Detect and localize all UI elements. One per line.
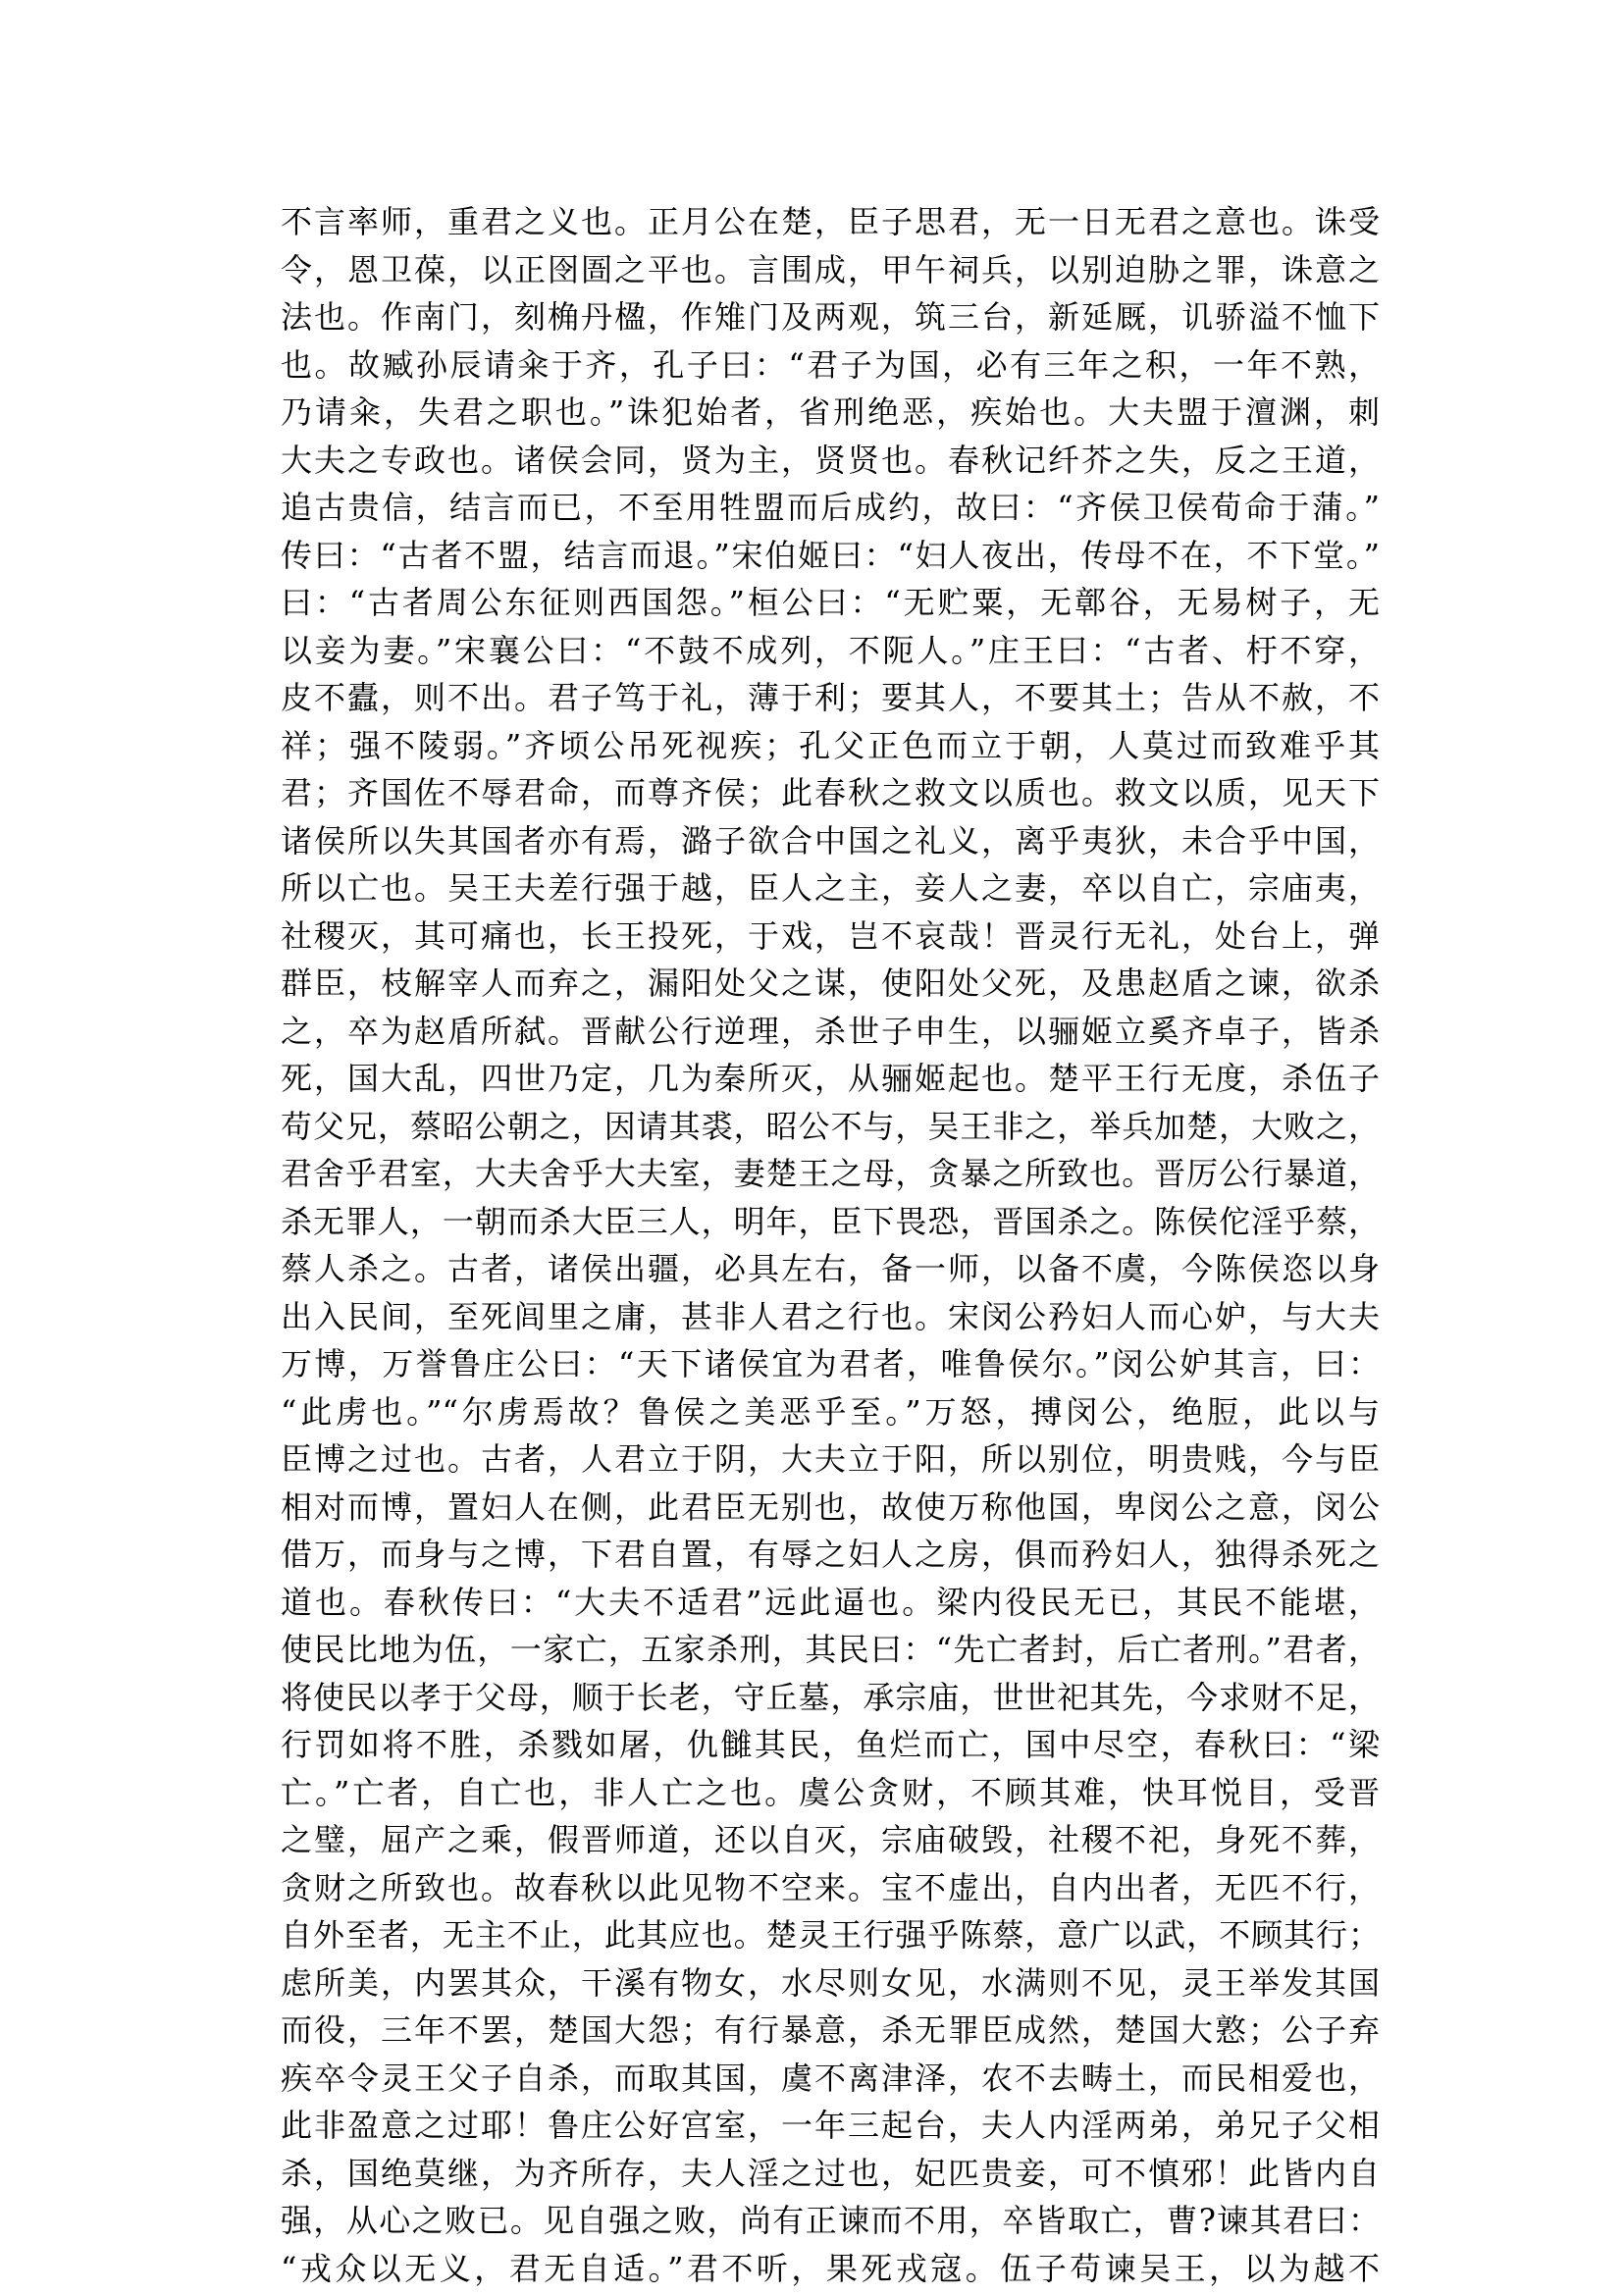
- text-line: 之璧，屈产之乘，假晋师道，还以自灭，宗庙破毁，社稷不祀，身死不葬，: [281, 1821, 1380, 1858]
- text-line: 借万，而身与之博，下君自置，有辱之妇人之房，俱而矜妇人，独得杀死之: [281, 1536, 1380, 1573]
- text-line: 杀无罪人，一朝而杀大臣三人，明年，臣下畏恐，晋国杀之。陈侯佗淫乎蔡，: [281, 1202, 1380, 1240]
- text-line: 出入民间，至死闾里之庸，甚非人君之行也。宋闵公矜妇人而心妒，与大夫: [281, 1297, 1380, 1335]
- text-line: 社稷灭，其可痛也，长王投死，于戏，岂不哀哉！晋灵行无礼，处台上，弹: [281, 916, 1380, 955]
- text-line: 贪财之所致也。故春秋以此见物不空来。宝不虚出，自内出者，无匹不行，: [281, 1868, 1380, 1906]
- text-line: 蔡人杀之。古者，诸侯出疆，必具左右，备一师，以备不虞，今陈侯恣以身: [281, 1250, 1380, 1287]
- text-line: 大夫之专政也。诸侯会同，贤为主，贤贤也。春秋记纤芥之失，反之王道，: [281, 441, 1380, 479]
- text-line: 群臣，枝解宰人而弃之，漏阳处父之谋，使阳处父死，及患赵盾之谏，欲杀: [281, 965, 1380, 1002]
- text-line: 万博，万誉鲁庄公曰：“天下诸侯宜为君者，唯鲁侯尔。”闵公妒其言，曰：: [281, 1345, 1380, 1382]
- text-line: 也。故臧孙辰请籴于齐，孔子曰：“君子为国，必有三年之积，一年不熟，: [281, 345, 1380, 384]
- text-line: 强，从心之败已。见自强之败，尚有正谏而不用，卒皆取亡，曹?谏其君曰：: [281, 2202, 1380, 2239]
- text-line: “戎众以无义，君无自适。”君不听，果死戎寇。伍子苟谏吴王，以为越不: [281, 2249, 1380, 2287]
- text-line: 皮不蠹，则不出。君子笃于礼，薄于利；要其人，不要其土；告从不赦，不: [281, 679, 1380, 716]
- text-line: 苟父兄，蔡昭公朝之，因请其裘，昭公不与，吴王非之，举兵加楚，大败之，: [281, 1107, 1380, 1145]
- text-line: 追古贵信，结言而已，不至用牲盟而后成约，故曰：“齐侯卫侯荀命于蒲。”: [281, 489, 1380, 526]
- text-line: 死，国大乱，四世乃定，几为秦所灭，从骊姬起也。楚平王行无度，杀伍子: [281, 1060, 1380, 1097]
- text-line: 法也。作南门，刻桷丹楹，作雉门及两观，筑三台，新延厩，讥骄溢不恤下: [281, 298, 1380, 336]
- text-line: 虑所美，内罢其众，干溪有物女，水尽则女见，水满则不见，灵王举发其国: [281, 1963, 1380, 2002]
- text-line: 令，恩卫葆，以正囹圄之平也。言围成，甲午祠兵，以别迫胁之罪，诛意之: [281, 250, 1380, 288]
- text-line: 杀，国绝莫继，为齐所存，夫人淫之过也，妃匹贵妾，可不慎邪！此皆内自: [281, 2154, 1380, 2192]
- text-line: 乃请籴，失君之职也。”诛犯始者，省刑绝恶，疾始也。大夫盟于澶渊，刺: [281, 393, 1380, 431]
- text-line: 君舍乎君室，大夫舍乎大夫室，妻楚王之母，贪暴之所致也。晋厉公行暴道，: [281, 1155, 1380, 1192]
- text-line: 此非盈意之过耶！鲁庄公好宫室，一年三起台，夫人内淫两弟，弟兄子父相: [281, 2107, 1380, 2144]
- text-line: 行罚如将不胜，杀戮如屠，仇雠其民，鱼烂而亡，国中尽空，春秋曰：“梁: [281, 1726, 1380, 1763]
- text-line: 道也。春秋传曰：“大夫不适君”远此逼也。梁内役民无已，其民不能堪，: [281, 1583, 1380, 1621]
- text-line: 祥；强不陵弱。”齐顷公吊死视疾；孔父正色而立于朝，人莫过而致难乎其: [281, 726, 1380, 764]
- text-line: 不言率师，重君之义也。正月公在楚，臣子思君，无一日无君之意也。诛受: [281, 203, 1380, 240]
- text-line: 之，卒为赵盾所弑。晋献公行逆理，杀世子申生，以骊姬立奚齐卓子，皆杀: [281, 1012, 1380, 1050]
- text-line: 而役，三年不罢，楚国大怨；有行暴意，杀无罪臣成然，楚国大憝；公子弃: [281, 2011, 1380, 2049]
- text-line: 自外至者，无主不止，此其应也。楚灵王行强乎陈蔡，意广以武，不顾其行；: [281, 1916, 1380, 1954]
- text-line: 以妾为妻。”宋襄公曰：“不鼓不成列，不阨人。”庄王曰：“古者、杅不穿，: [281, 631, 1380, 669]
- text-line: 疾卒令灵王父子自杀，而取其国，虞不离津泽，农不去畴土，而民相爱也，: [281, 2059, 1380, 2097]
- text-line: 曰：“古者周公东征则西国怨。”桓公曰：“无贮粟，无鄣谷，无易树子，无: [281, 584, 1380, 621]
- body-text: [281, 198, 1380, 2292]
- text-line: 将使民以孝于父母，顺于长老，守丘墓，承宗庙，世世祀其先，今求财不足，: [281, 1678, 1380, 1716]
- text-line: 传曰：“古者不盟，结言而退。”宋伯姬曰：“妇人夜出，传母不在，不下堂。”: [281, 536, 1380, 574]
- text-line: 臣博之过也。古者，人君立于阴，大夫立于阳，所以别位，明贵贱，今与臣: [281, 1440, 1380, 1478]
- text-line: 所以亡也。吴王夫差行强于越，臣人之主，妾人之妻，卒以自亡，宗庙夷，: [281, 869, 1380, 907]
- text-line: “此虏也。”“尔虏焉故？鲁侯之美恶乎至。”万怒，搏闵公，绝脰，此以与: [281, 1392, 1380, 1431]
- text-line: 使民比地为伍，一家亡，五家杀刑，其民曰：“先亡者封，后亡者刑。”君者，: [281, 1631, 1380, 1668]
- text-line: 诸侯所以失其国者亦有焉，潞子欲合中国之礼义，离乎夷狄，未合乎中国，: [281, 821, 1380, 860]
- text-line: 相对而博，置妇人在侧，此君臣无别也，故使万称他国，卑闵公之意，闵公: [281, 1487, 1380, 1526]
- text-line: 亡。”亡者，自亡也，非人亡之也。虞公贪财，不顾其难，快耳悦目，受晋: [281, 1773, 1380, 1811]
- text-line: 君；齐国佐不辱君命，而尊齐侯；此春秋之救文以质也。救文以质，见天下: [281, 774, 1380, 811]
